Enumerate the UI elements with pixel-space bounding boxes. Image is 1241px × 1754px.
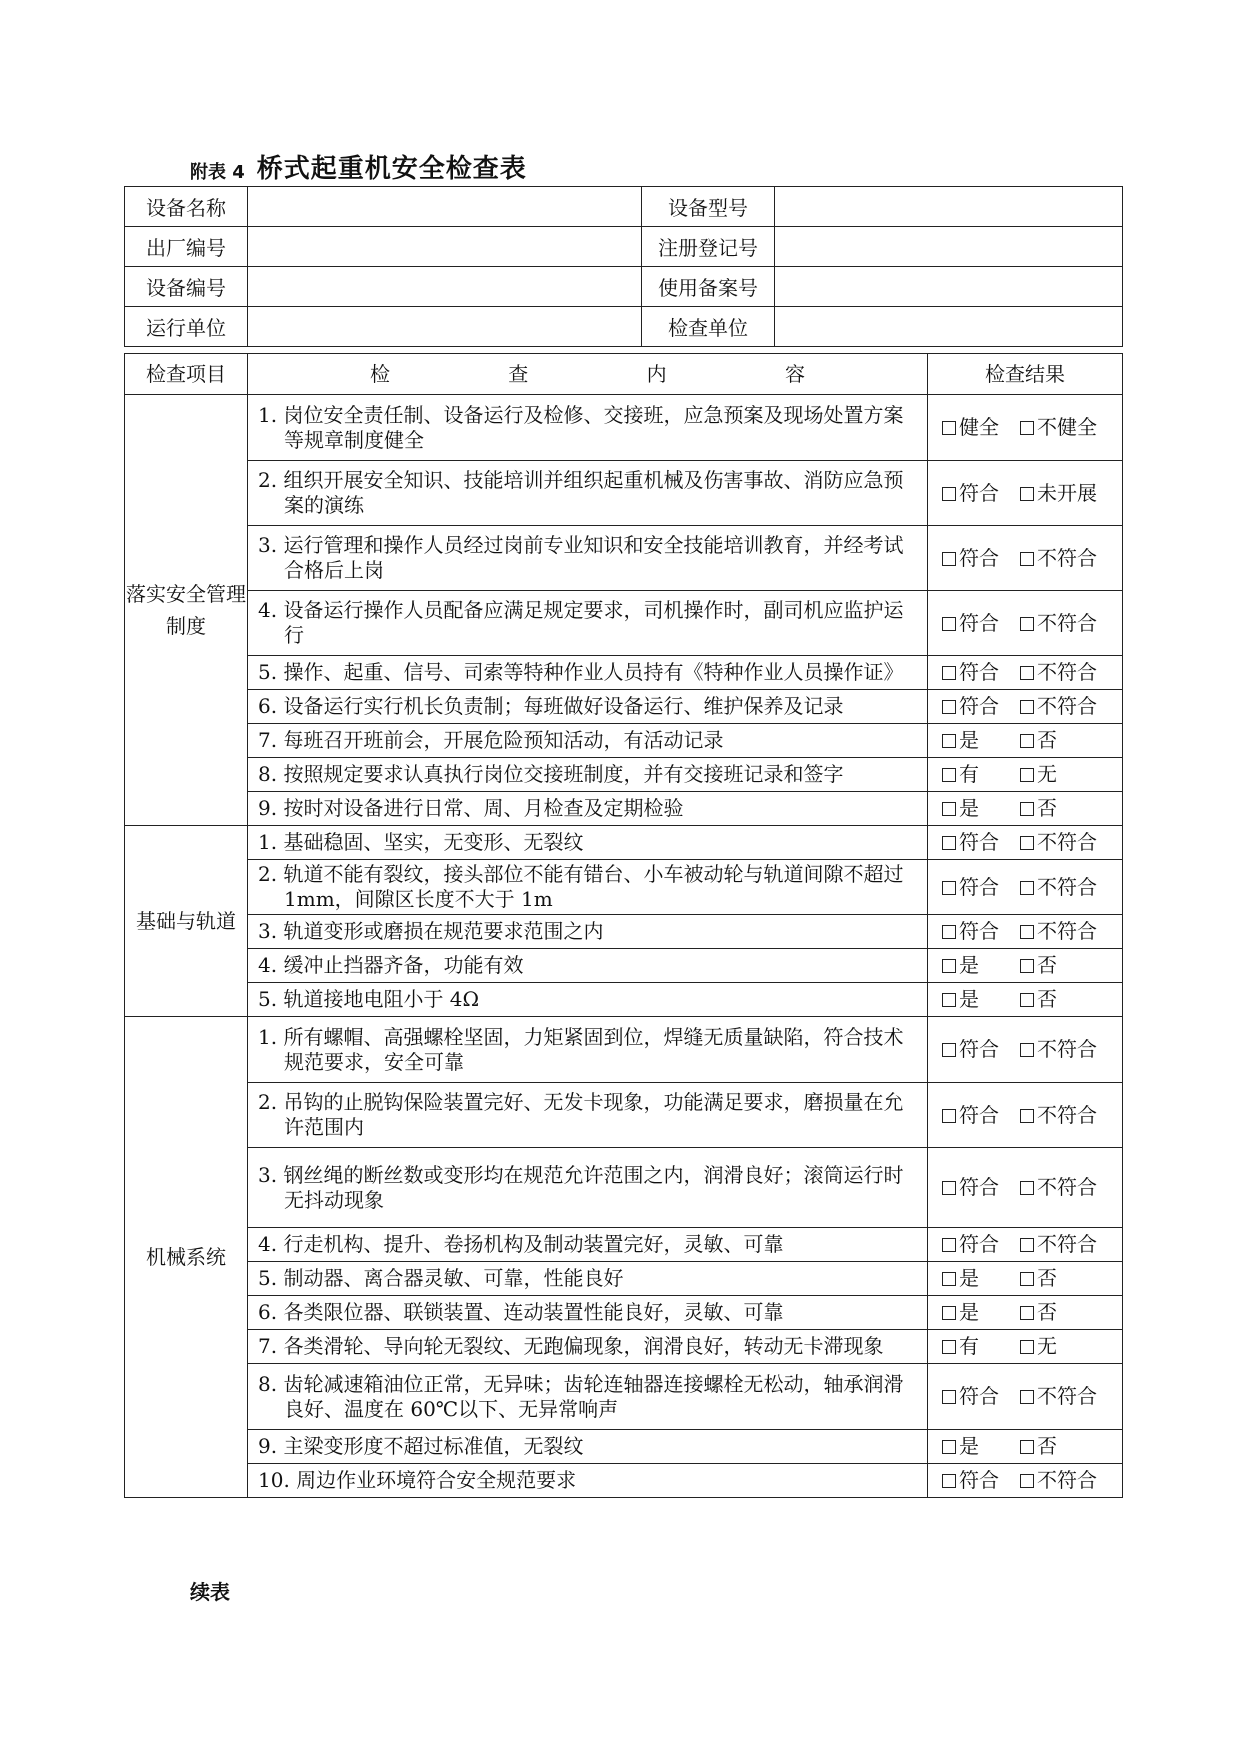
result-option[interactable] bbox=[1020, 1434, 1057, 1459]
check-item bbox=[248, 1262, 928, 1296]
checkbox-icon[interactable] bbox=[1020, 617, 1034, 631]
result-option[interactable] bbox=[1020, 728, 1057, 753]
section-name: 基础与轨道 bbox=[125, 826, 248, 1017]
result-option-label: 不符合 bbox=[1037, 1232, 1097, 1256]
result-option[interactable] bbox=[1020, 987, 1057, 1012]
info-value-cell[interactable] bbox=[248, 187, 642, 227]
result-option[interactable] bbox=[1020, 1266, 1057, 1291]
header-row bbox=[125, 354, 1123, 395]
checkbox-icon[interactable] bbox=[942, 1340, 956, 1354]
result-option-label: 不健全 bbox=[1037, 415, 1097, 439]
result-option-label: 否 bbox=[1037, 953, 1057, 977]
check-result bbox=[928, 915, 1123, 949]
result-option-label: 符合 bbox=[959, 1102, 999, 1127]
table-row bbox=[125, 826, 1123, 860]
check-item-text: 8. 按照规定要求认真执行岗位交接班制度，并有交接班记录和签字 bbox=[258, 762, 844, 786]
table-row bbox=[125, 1330, 1123, 1364]
info-value-cell[interactable] bbox=[775, 227, 1123, 267]
checkbox-icon[interactable] bbox=[1020, 768, 1034, 782]
check-item-text: 5. 制动器、离合器灵敏、可靠，性能良好 bbox=[258, 1266, 624, 1290]
check-item-text: 6. 设备运行实行机长负责制；每班做好设备运行、维护保养及记录 bbox=[258, 694, 844, 718]
table-row bbox=[125, 1228, 1123, 1262]
check-result bbox=[928, 395, 1123, 461]
result-option-label: 符合 bbox=[959, 1175, 999, 1199]
check-item-text: 1. 基础稳固、坚实，无变形、无裂纹 bbox=[258, 830, 584, 854]
check-item bbox=[248, 1083, 928, 1148]
check-item-text: 9. 主梁变形度不超过标准值，无裂纹 bbox=[258, 1434, 584, 1458]
checkbox-icon[interactable] bbox=[942, 734, 956, 748]
check-result bbox=[928, 1430, 1123, 1464]
checkbox-icon[interactable] bbox=[1020, 959, 1034, 973]
check-item bbox=[248, 724, 928, 758]
check-item-text: 4. 设备运行操作人员配备应满足规定要求，司机操作时，副司机应监护运行 bbox=[258, 598, 904, 647]
check-item bbox=[248, 1430, 928, 1464]
result-option[interactable] bbox=[942, 919, 1020, 944]
checkbox-icon[interactable] bbox=[1020, 836, 1034, 850]
check-item bbox=[248, 792, 928, 826]
check-result bbox=[928, 1148, 1123, 1228]
result-option[interactable] bbox=[942, 1384, 1020, 1409]
check-item bbox=[248, 983, 928, 1017]
checkbox-icon[interactable] bbox=[942, 700, 956, 714]
result-option[interactable] bbox=[1020, 660, 1097, 685]
check-item-text: 8. 齿轮减速箱油位正常，无异味；齿轮连轴器连接螺栓无松动，轴承润滑良好、温度在 60℃以下、无异常响声 bbox=[258, 1371, 904, 1421]
result-option[interactable] bbox=[942, 481, 1020, 506]
equipment-info-table bbox=[124, 186, 1123, 347]
result-option-label: 符合 bbox=[959, 545, 999, 570]
check-item-text: 1. 岗位安全责任制、设备运行及检修、交接班，应急预案及现场处置方案等规章制度健全 bbox=[258, 402, 904, 452]
check-item-text: 3. 轨道变形或磨损在规范要求范围之内 bbox=[258, 919, 604, 943]
checkbox-icon[interactable] bbox=[1020, 1440, 1034, 1454]
result-option[interactable] bbox=[942, 415, 1020, 440]
info-row bbox=[125, 187, 1123, 227]
header-content bbox=[248, 354, 928, 395]
result-option-label: 否 bbox=[1037, 1300, 1057, 1324]
check-item-text: 3. 运行管理和操作人员经过岗前专业知识和安全技能培训教育，并经考试合格后上岗 bbox=[258, 533, 904, 582]
check-item bbox=[248, 1364, 928, 1430]
check-item bbox=[248, 656, 928, 690]
check-item-text: 3. 钢丝绳的断丝数或变形均在规范允许范围之内，润滑良好；滚筒运行时无抖动现象 bbox=[258, 1162, 904, 1212]
check-result bbox=[928, 1083, 1123, 1148]
checkbox-icon[interactable] bbox=[1020, 1181, 1034, 1195]
result-option[interactable] bbox=[942, 830, 1020, 855]
result-option-label: 否 bbox=[1037, 987, 1057, 1011]
checkbox-icon[interactable] bbox=[1020, 1306, 1034, 1320]
check-item-text: 7. 每班召开班前会，开展危险预知活动，有活动记录 bbox=[258, 728, 724, 752]
checkbox-icon[interactable] bbox=[942, 1306, 956, 1320]
checkbox-icon[interactable] bbox=[942, 666, 956, 680]
result-option[interactable] bbox=[942, 1300, 1020, 1325]
checkbox-icon[interactable] bbox=[942, 959, 956, 973]
checkbox-icon[interactable] bbox=[1020, 1340, 1034, 1354]
result-option[interactable] bbox=[942, 1434, 1020, 1459]
result-option-label: 有 bbox=[959, 1334, 979, 1358]
checkbox-icon[interactable] bbox=[942, 1043, 956, 1057]
result-option-label: 符合 bbox=[959, 1232, 999, 1256]
result-option-label: 不符合 bbox=[1037, 1175, 1097, 1199]
check-result bbox=[928, 826, 1123, 860]
result-option-label: 不符合 bbox=[1037, 1102, 1097, 1127]
check-result bbox=[928, 1262, 1123, 1296]
check-item-text: 9. 按时对设备进行日常、周、月检查及定期检验 bbox=[258, 796, 684, 820]
result-option[interactable] bbox=[942, 728, 1020, 753]
result-option-label: 不符合 bbox=[1037, 610, 1097, 635]
result-option[interactable] bbox=[942, 1468, 1020, 1493]
info-label: 设备型号 bbox=[642, 187, 775, 227]
result-option-label: 有 bbox=[959, 762, 979, 786]
table-row bbox=[125, 1262, 1123, 1296]
check-item bbox=[248, 395, 928, 461]
table-row bbox=[125, 1148, 1123, 1228]
result-option[interactable] bbox=[942, 611, 1020, 636]
checkbox-icon[interactable] bbox=[1020, 666, 1034, 680]
check-item bbox=[248, 1464, 928, 1498]
result-option-label: 不符合 bbox=[1037, 1468, 1097, 1492]
result-option[interactable] bbox=[942, 660, 1020, 685]
section-name: 机械系统 bbox=[125, 1017, 248, 1498]
checkbox-icon[interactable] bbox=[942, 1440, 956, 1454]
table-row bbox=[125, 1430, 1123, 1464]
check-item bbox=[248, 526, 928, 591]
result-option[interactable] bbox=[942, 953, 1020, 978]
result-option-label: 符合 bbox=[959, 1468, 999, 1492]
title-main: 桥式起重机安全检查表 bbox=[256, 154, 527, 184]
info-value-cell[interactable] bbox=[248, 227, 642, 267]
checkbox-icon[interactable] bbox=[942, 768, 956, 782]
result-option[interactable] bbox=[942, 762, 1020, 787]
result-option-label: 符合 bbox=[959, 874, 999, 899]
table-row bbox=[125, 690, 1123, 724]
result-option-label: 健全 bbox=[959, 415, 999, 439]
result-option-label: 符合 bbox=[959, 919, 999, 943]
header-item: 检查项目 bbox=[125, 354, 248, 395]
check-result bbox=[928, 1296, 1123, 1330]
checkbox-icon[interactable] bbox=[942, 1390, 956, 1404]
result-option-label: 符合 bbox=[959, 480, 999, 505]
checkbox-icon[interactable] bbox=[942, 552, 956, 566]
check-item-text: 2. 吊钩的止脱钩保险装置完好、无发卡现象，功能满足要求，磨损量在允许范围内 bbox=[258, 1090, 904, 1139]
checkbox-icon[interactable] bbox=[1020, 421, 1034, 435]
checkbox-icon[interactable] bbox=[1020, 1109, 1034, 1123]
result-option[interactable] bbox=[1020, 830, 1097, 855]
check-result bbox=[928, 860, 1123, 915]
result-option[interactable] bbox=[1020, 1384, 1097, 1409]
info-label: 运行单位 bbox=[125, 307, 248, 347]
table-row bbox=[125, 461, 1123, 526]
result-option[interactable] bbox=[942, 546, 1020, 571]
result-option[interactable] bbox=[1020, 919, 1097, 944]
table-row bbox=[125, 656, 1123, 690]
check-item bbox=[248, 1330, 928, 1364]
check-result bbox=[928, 526, 1123, 591]
result-option-label: 符合 bbox=[959, 1037, 999, 1061]
result-option[interactable] bbox=[942, 1175, 1020, 1200]
result-option[interactable] bbox=[942, 987, 1020, 1012]
result-option-label: 不符合 bbox=[1037, 919, 1097, 943]
checkbox-icon[interactable] bbox=[942, 487, 956, 501]
checkbox-icon[interactable] bbox=[942, 1181, 956, 1195]
check-result bbox=[928, 1464, 1123, 1498]
result-option-label: 否 bbox=[1037, 1434, 1057, 1458]
result-option[interactable] bbox=[1020, 1468, 1097, 1493]
table-row bbox=[125, 591, 1123, 656]
checkbox-icon[interactable] bbox=[942, 802, 956, 816]
result-option-label: 符合 bbox=[959, 610, 999, 635]
check-item-text: 2. 组织开展安全知识、技能培训并组织起重机械及伤害事故、消防应急预案的演练 bbox=[258, 468, 904, 517]
checkbox-icon[interactable] bbox=[942, 993, 956, 1007]
checkbox-icon[interactable] bbox=[1020, 552, 1034, 566]
result-option-label: 无 bbox=[1037, 1334, 1057, 1358]
checkbox-icon[interactable] bbox=[1020, 1474, 1034, 1488]
checkbox-icon[interactable] bbox=[942, 421, 956, 435]
table-row bbox=[125, 1017, 1123, 1083]
check-item bbox=[248, 591, 928, 656]
checkbox-icon[interactable] bbox=[1020, 881, 1034, 895]
checkbox-icon[interactable] bbox=[1020, 734, 1034, 748]
check-item bbox=[248, 826, 928, 860]
result-option-label: 不符合 bbox=[1037, 1384, 1097, 1408]
checkbox-icon[interactable] bbox=[942, 881, 956, 895]
check-item-text: 4. 缓冲止挡器齐备，功能有效 bbox=[258, 953, 524, 977]
result-option-label: 是 bbox=[959, 796, 979, 820]
check-result bbox=[928, 792, 1123, 826]
check-item-text: 5. 操作、起重、信号、司索等特种作业人员持有《特种作业人员操作证》 bbox=[258, 660, 904, 684]
result-option[interactable] bbox=[942, 1103, 1020, 1128]
check-item bbox=[248, 915, 928, 949]
result-option-label: 是 bbox=[959, 1300, 979, 1324]
checkbox-icon[interactable] bbox=[1020, 1272, 1034, 1286]
inspection-table bbox=[124, 353, 1123, 1498]
checkbox-icon[interactable] bbox=[1020, 993, 1034, 1007]
info-label: 检查单位 bbox=[642, 307, 775, 347]
result-option[interactable] bbox=[1020, 953, 1057, 978]
result-option-label: 是 bbox=[959, 987, 979, 1011]
info-label: 设备编号 bbox=[125, 267, 248, 307]
table-row bbox=[125, 949, 1123, 983]
checkbox-icon[interactable] bbox=[1020, 700, 1034, 714]
info-label: 注册登记号 bbox=[642, 227, 775, 267]
check-result bbox=[928, 461, 1123, 526]
info-value-cell[interactable] bbox=[775, 187, 1123, 227]
result-option[interactable] bbox=[1020, 481, 1097, 506]
result-option[interactable] bbox=[1020, 546, 1097, 571]
table-row bbox=[125, 792, 1123, 826]
result-option-label: 无 bbox=[1037, 762, 1057, 786]
table-row bbox=[125, 1296, 1123, 1330]
table-row bbox=[125, 983, 1123, 1017]
info-row bbox=[125, 267, 1123, 307]
checkbox-icon[interactable] bbox=[1020, 487, 1034, 501]
result-option[interactable] bbox=[942, 796, 1020, 821]
result-option-label: 未开展 bbox=[1037, 480, 1097, 505]
info-value-cell[interactable] bbox=[248, 267, 642, 307]
result-option[interactable] bbox=[1020, 875, 1097, 900]
check-item bbox=[248, 1148, 928, 1228]
result-option[interactable] bbox=[1020, 1334, 1057, 1359]
checkbox-icon[interactable] bbox=[942, 836, 956, 850]
document-title bbox=[190, 150, 527, 186]
check-item-text: 10. 周边作业环境符合安全规范要求 bbox=[258, 1468, 577, 1492]
check-item bbox=[248, 758, 928, 792]
check-item-text: 5. 轨道接地电阻小于 4Ω bbox=[258, 987, 480, 1011]
check-item bbox=[248, 1296, 928, 1330]
result-option-label: 不符合 bbox=[1037, 694, 1097, 718]
check-result bbox=[928, 724, 1123, 758]
check-result bbox=[928, 1228, 1123, 1262]
result-option[interactable] bbox=[942, 1232, 1020, 1257]
check-result bbox=[928, 758, 1123, 792]
result-option[interactable] bbox=[942, 694, 1020, 719]
checkbox-icon[interactable] bbox=[942, 1238, 956, 1252]
check-result bbox=[928, 591, 1123, 656]
result-option[interactable] bbox=[942, 1037, 1020, 1062]
checkbox-icon[interactable] bbox=[942, 925, 956, 939]
result-option-label: 符合 bbox=[959, 830, 999, 854]
result-option-label: 符合 bbox=[959, 1384, 999, 1408]
result-option[interactable] bbox=[1020, 796, 1057, 821]
checkbox-icon[interactable] bbox=[1020, 1390, 1034, 1404]
result-option[interactable] bbox=[1020, 1175, 1097, 1200]
result-option-label: 是 bbox=[959, 953, 979, 977]
check-result bbox=[928, 690, 1123, 724]
info-label: 使用备案号 bbox=[642, 267, 775, 307]
result-option-label: 不符合 bbox=[1037, 874, 1097, 899]
checkbox-icon[interactable] bbox=[1020, 1043, 1034, 1057]
result-option-label: 否 bbox=[1037, 728, 1057, 752]
check-item-text: 2. 轨道不能有裂纹，接头部位不能有错台、小车被动轮与轨道间隙不超过 1mm，间隙区长度不大于 1m bbox=[258, 862, 904, 911]
result-option[interactable] bbox=[1020, 694, 1097, 719]
checkbox-icon[interactable] bbox=[942, 1474, 956, 1488]
table-row bbox=[125, 1464, 1123, 1498]
result-option[interactable] bbox=[942, 1334, 1020, 1359]
check-result bbox=[928, 1330, 1123, 1364]
table-row bbox=[125, 724, 1123, 758]
result-option[interactable] bbox=[1020, 1037, 1097, 1062]
info-label: 设备名称 bbox=[125, 187, 248, 227]
continued-label: 续表 bbox=[190, 1580, 230, 1604]
result-option-label: 否 bbox=[1037, 796, 1057, 820]
checkbox-icon[interactable] bbox=[942, 1109, 956, 1123]
info-value-cell[interactable] bbox=[248, 307, 642, 347]
info-row bbox=[125, 227, 1123, 267]
result-option-label: 符合 bbox=[959, 660, 999, 684]
result-option-label: 不符合 bbox=[1037, 830, 1097, 854]
check-item-text: 4. 行走机构、提升、卷扬机构及制动装置完好，灵敏、可靠 bbox=[258, 1232, 784, 1256]
result-option-label: 是 bbox=[959, 1434, 979, 1458]
check-item-text: 6. 各类限位器、联锁装置、连动装置性能良好，灵敏、可靠 bbox=[258, 1300, 784, 1324]
check-item bbox=[248, 860, 928, 915]
check-result bbox=[928, 1017, 1123, 1083]
table-row bbox=[125, 915, 1123, 949]
result-option[interactable] bbox=[942, 1266, 1020, 1291]
check-result bbox=[928, 949, 1123, 983]
checkbox-icon[interactable] bbox=[1020, 925, 1034, 939]
info-value-cell[interactable] bbox=[775, 307, 1123, 347]
result-option[interactable] bbox=[1020, 1103, 1097, 1128]
table-row bbox=[125, 758, 1123, 792]
header-content-text: 检 查 内 容 bbox=[369, 361, 862, 386]
checkbox-icon[interactable] bbox=[942, 617, 956, 631]
check-result bbox=[928, 656, 1123, 690]
check-item bbox=[248, 461, 928, 526]
check-item-text: 1. 所有螺帽、高强螺栓坚固，力矩紧固到位，焊缝无质量缺陷，符合技术规范要求，安全可靠 bbox=[258, 1024, 904, 1074]
result-option-label: 不符合 bbox=[1037, 545, 1097, 570]
check-result bbox=[928, 983, 1123, 1017]
table-row bbox=[125, 1364, 1123, 1430]
result-option-label: 不符合 bbox=[1037, 1037, 1097, 1061]
header-result: 检查结果 bbox=[928, 354, 1123, 395]
result-option[interactable] bbox=[1020, 611, 1097, 636]
result-option[interactable] bbox=[1020, 1232, 1097, 1257]
info-value-cell[interactable] bbox=[775, 267, 1123, 307]
result-option-label: 符合 bbox=[959, 694, 999, 718]
result-option[interactable] bbox=[1020, 415, 1097, 440]
info-label: 出厂编号 bbox=[125, 227, 248, 267]
result-option-label: 是 bbox=[959, 1266, 979, 1290]
result-option[interactable] bbox=[1020, 762, 1057, 787]
check-item-text: 7. 各类滑轮、导向轮无裂纹、无跑偏现象，润滑良好，转动无卡滞现象 bbox=[258, 1334, 884, 1358]
result-option[interactable] bbox=[942, 875, 1020, 900]
check-item bbox=[248, 949, 928, 983]
checkbox-icon[interactable] bbox=[942, 1272, 956, 1286]
info-row bbox=[125, 307, 1123, 347]
table-row bbox=[125, 1083, 1123, 1148]
section-name: 落实安全管理制度 bbox=[125, 395, 248, 826]
check-item bbox=[248, 690, 928, 724]
title-prefix: 附表 4 bbox=[190, 162, 245, 183]
result-option-label: 否 bbox=[1037, 1266, 1057, 1290]
table-row bbox=[125, 526, 1123, 591]
check-item bbox=[248, 1228, 928, 1262]
table-row bbox=[125, 860, 1123, 915]
result-option-label: 不符合 bbox=[1037, 660, 1097, 684]
checkbox-icon[interactable] bbox=[1020, 1238, 1034, 1252]
table-row bbox=[125, 395, 1123, 461]
result-option[interactable] bbox=[1020, 1300, 1057, 1325]
check-item bbox=[248, 1017, 928, 1083]
check-result bbox=[928, 1364, 1123, 1430]
checkbox-icon[interactable] bbox=[1020, 802, 1034, 816]
result-option-label: 是 bbox=[959, 728, 979, 752]
